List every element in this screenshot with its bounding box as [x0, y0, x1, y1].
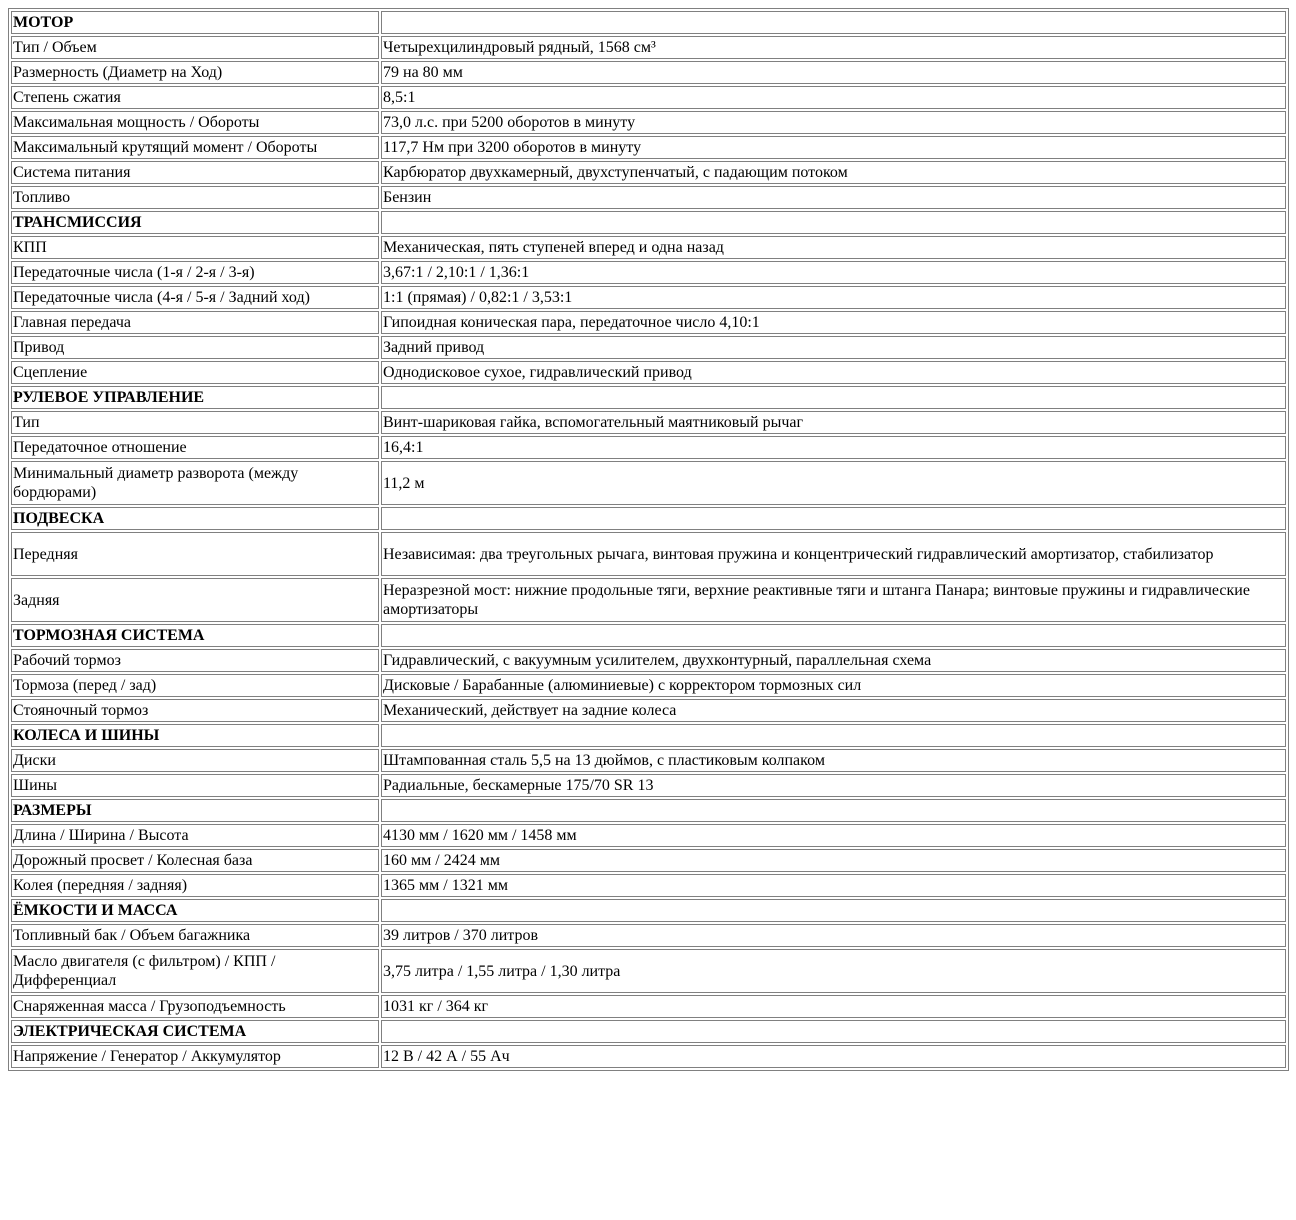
param-cell: Напряжение / Генератор / Аккумулятор: [11, 1045, 379, 1068]
param-cell: Шины: [11, 774, 379, 797]
param-cell: Максимальный крутящий момент / Обороты: [11, 136, 379, 159]
param-cell: Колея (передняя / задняя): [11, 874, 379, 897]
param-cell: Топливо: [11, 186, 379, 209]
param-cell: Сцепление: [11, 361, 379, 384]
section-title: ЁМКОСТИ И МАССА: [11, 899, 379, 922]
table-row: [11, 1045, 1286, 1068]
value-cell: Бензин: [381, 186, 1286, 209]
param-cell: Дорожный просвет / Колесная база: [11, 849, 379, 872]
value-cell: Механическая, пять ступеней вперед и одна назад: [381, 236, 1286, 259]
param-cell: Степень сжатия: [11, 86, 379, 109]
value-cell: 16,4:1: [381, 436, 1286, 459]
value-cell: 73,0 л.с. при 5200 оборотов в минуту: [381, 111, 1286, 134]
param-cell: Снаряженная масса / Грузоподъемность: [11, 995, 379, 1018]
param-cell: Тип: [11, 411, 379, 434]
table-row: [11, 949, 1286, 993]
table-row: [11, 995, 1286, 1018]
spec-table-body: [11, 11, 1286, 1068]
value-cell: 79 на 80 мм: [381, 61, 1286, 84]
param-cell: Размерность (Диаметр на Ход): [11, 61, 379, 84]
table-row: [11, 236, 1286, 259]
value-cell: 1:1 (прямая) / 0,82:1 / 3,53:1: [381, 286, 1286, 309]
table-row: [11, 161, 1286, 184]
value-cell: 39 литров / 370 литров: [381, 924, 1286, 947]
value-cell: 1365 мм / 1321 мм: [381, 874, 1286, 897]
table-row: [11, 674, 1286, 697]
param-cell: Топливный бак / Объем багажника: [11, 924, 379, 947]
param-cell: Передаточные числа (4-я / 5-я / Задний ход): [11, 286, 379, 309]
table-row: [11, 186, 1286, 209]
section-title: ПОДВЕСКА: [11, 507, 379, 530]
value-cell: Задний привод: [381, 336, 1286, 359]
param-cell: Задняя: [11, 578, 379, 622]
value-cell: [381, 386, 1286, 409]
table-row: [11, 361, 1286, 384]
section-title: РАЗМЕРЫ: [11, 799, 379, 822]
param-cell: Передаточное отношение: [11, 436, 379, 459]
value-cell: Штампованная сталь 5,5 на 13 дюймов, с пластиковым колпаком: [381, 749, 1286, 772]
section-header-row: [11, 899, 1286, 922]
section-title: МОТОР: [11, 11, 379, 34]
table-row: [11, 578, 1286, 622]
table-row: [11, 136, 1286, 159]
section-header-row: [11, 724, 1286, 747]
value-cell: 3,67:1 / 2,10:1 / 1,36:1: [381, 261, 1286, 284]
table-row: [11, 824, 1286, 847]
param-cell: КПП: [11, 236, 379, 259]
section-header-row: [11, 1020, 1286, 1043]
table-row: [11, 261, 1286, 284]
table-row: [11, 411, 1286, 434]
param-cell: Передаточные числа (1-я / 2-я / 3-я): [11, 261, 379, 284]
table-row: [11, 461, 1286, 505]
value-cell: [381, 724, 1286, 747]
value-cell: [381, 507, 1286, 530]
param-cell: Диски: [11, 749, 379, 772]
param-cell: Система питания: [11, 161, 379, 184]
value-cell: [381, 799, 1286, 822]
value-cell: 160 мм / 2424 мм: [381, 849, 1286, 872]
value-cell: Радиальные, бескамерные 175/70 SR 13: [381, 774, 1286, 797]
section-header-row: [11, 624, 1286, 647]
value-cell: 1031 кг / 364 кг: [381, 995, 1286, 1018]
table-row: [11, 532, 1286, 576]
section-title: ЭЛЕКТРИЧЕСКАЯ СИСТЕМА: [11, 1020, 379, 1043]
table-row: [11, 286, 1286, 309]
value-cell: Неразрезной мост: нижние продольные тяги, верхние реактивные тяги и штанга Панара; винтовые пружины и гидравлические амортизаторы: [381, 578, 1286, 622]
param-cell: Привод: [11, 336, 379, 359]
value-cell: Независимая: два треугольных рычага, винтовая пружина и концентрический гидравлический амортизатор, стабилизатор: [381, 532, 1286, 576]
param-cell: Главная передача: [11, 311, 379, 334]
param-cell: Тип / Объем: [11, 36, 379, 59]
table-row: [11, 36, 1286, 59]
section-title: ТРАНСМИССИЯ: [11, 211, 379, 234]
value-cell: 4130 мм / 1620 мм / 1458 мм: [381, 824, 1286, 847]
value-cell: 11,2 м: [381, 461, 1286, 505]
table-row: [11, 111, 1286, 134]
table-row: [11, 749, 1286, 772]
table-row: [11, 61, 1286, 84]
section-title: РУЛЕВОЕ УПРАВЛЕНИЕ: [11, 386, 379, 409]
value-cell: [381, 11, 1286, 34]
value-cell: 3,75 литра / 1,55 литра / 1,30 литра: [381, 949, 1286, 993]
value-cell: Механический, действует на задние колеса: [381, 699, 1286, 722]
value-cell: 8,5:1: [381, 86, 1286, 109]
param-cell: Тормоза (перед / зад): [11, 674, 379, 697]
section-header-row: [11, 11, 1286, 34]
table-row: [11, 924, 1286, 947]
param-cell: Рабочий тормоз: [11, 649, 379, 672]
value-cell: Однодисковое сухое, гидравлический привод: [381, 361, 1286, 384]
value-cell: Дисковые / Барабанные (алюминиевые) с корректором тормозных сил: [381, 674, 1286, 697]
param-cell: Минимальный диаметр разворота (между бордюрами): [11, 461, 379, 505]
table-row: [11, 86, 1286, 109]
section-title: КОЛЕСА И ШИНЫ: [11, 724, 379, 747]
value-cell: [381, 211, 1286, 234]
section-header-row: [11, 211, 1286, 234]
value-cell: 12 В / 42 А / 55 Ач: [381, 1045, 1286, 1068]
value-cell: [381, 624, 1286, 647]
section-header-row: [11, 507, 1286, 530]
param-cell: Максимальная мощность / Обороты: [11, 111, 379, 134]
table-row: [11, 336, 1286, 359]
value-cell: Гидравлический, с вакуумным усилителем, двухконтурный, параллельная схема: [381, 649, 1286, 672]
section-title: ТОРМОЗНАЯ СИСТЕМА: [11, 624, 379, 647]
section-header-row: [11, 799, 1286, 822]
value-cell: Четырехцилиндровый рядный, 1568 см³: [381, 36, 1286, 59]
value-cell: Винт-шариковая гайка, вспомогательный маятниковый рычаг: [381, 411, 1286, 434]
table-row: [11, 311, 1286, 334]
param-cell: Передняя: [11, 532, 379, 576]
param-cell: Стояночный тормоз: [11, 699, 379, 722]
value-cell: Гипоидная коническая пара, передаточное число 4,10:1: [381, 311, 1286, 334]
param-cell: Длина / Ширина / Высота: [11, 824, 379, 847]
table-row: [11, 849, 1286, 872]
value-cell: [381, 1020, 1286, 1043]
spec-table: [8, 8, 1289, 1071]
table-row: [11, 774, 1286, 797]
table-row: [11, 874, 1286, 897]
table-row: [11, 699, 1286, 722]
table-row: [11, 649, 1286, 672]
section-header-row: [11, 386, 1286, 409]
value-cell: [381, 899, 1286, 922]
table-row: [11, 436, 1286, 459]
value-cell: Карбюратор двухкамерный, двухступенчатый, с падающим потоком: [381, 161, 1286, 184]
value-cell: 117,7 Нм при 3200 оборотов в минуту: [381, 136, 1286, 159]
param-cell: Масло двигателя (с фильтром) / КПП / Дифференциал: [11, 949, 379, 993]
